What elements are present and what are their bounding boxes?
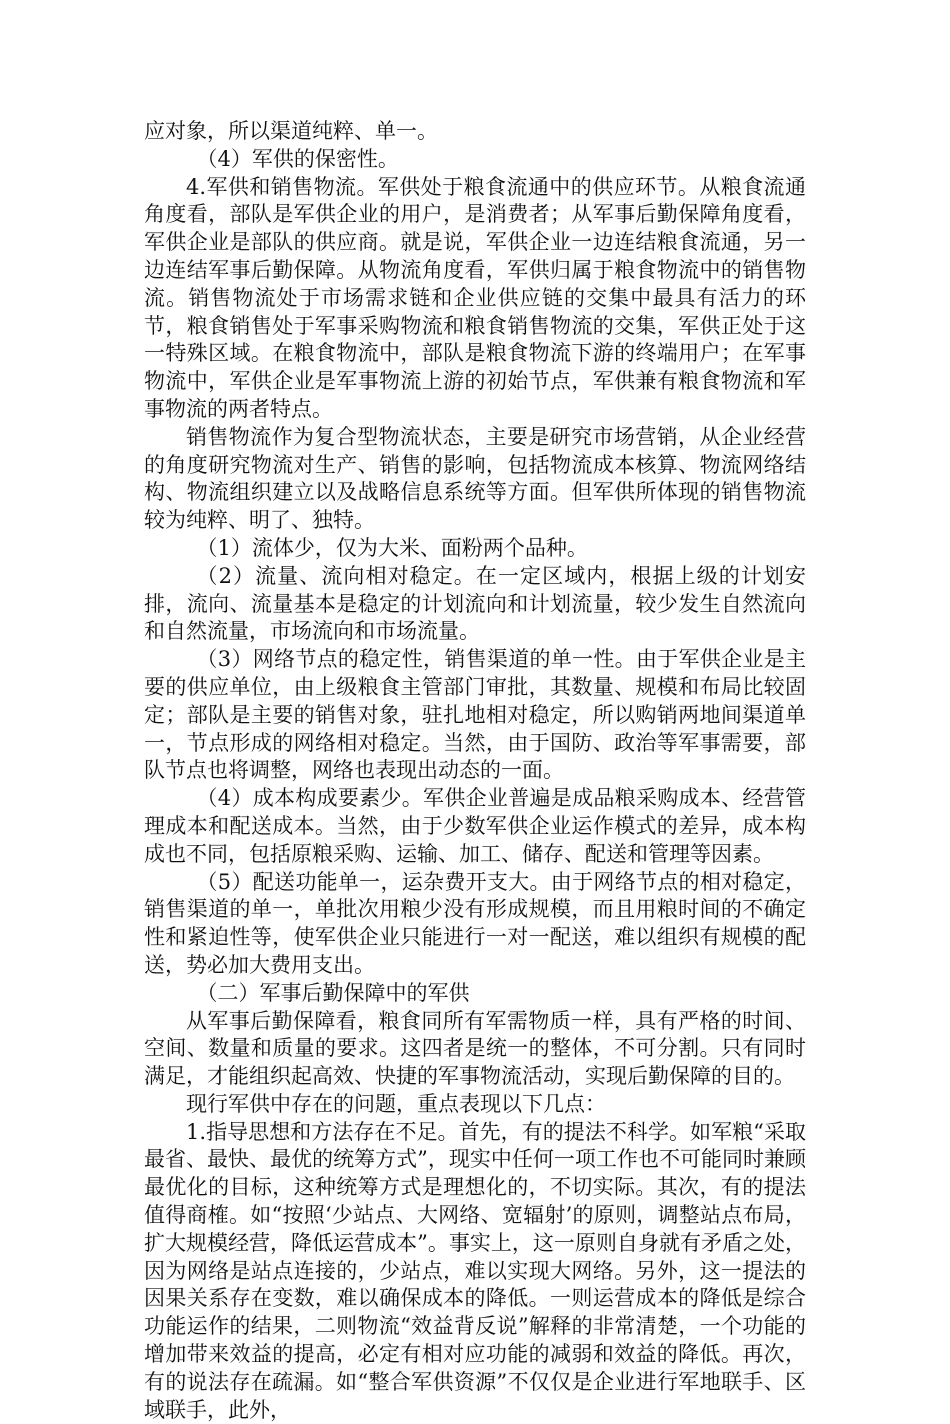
paragraph-logistics-support: 从军事后勤保障看，粮食同所有军需物质一样，具有严格的时间、空间、数量和质量的要求。这四者是统一的整体，不可分割。只有同时满足，才能组织起高效、快捷的军事物流活动，实现后勤保障的目的。	[144, 1008, 806, 1089]
paragraph-item-3: （3）网络节点的稳定性，销售渠道的单一性。由于军供企业是主要的供应单位，由上级粮食主管部门审批，其数量、规模和布局比较固定；部队是主要的销售对象，驻扎地相对稳定，所以购销两地间渠道单一，节点形成的网络相对稳定。当然，由于国防、政治等军事需要，部队节点也将调整，网络也表现出动态的一面。	[144, 647, 806, 783]
paragraph-sales-logistics: 4.军供和销售物流。军供处于粮食流通中的供应环节。从粮食流通角度看，部队是军供企业的用户，是消费者；从军事后勤保障角度看，军供企业是部队的供应商。就是说，军供企业一边连结粮食流通，另一边连结军事后勤保障。从物流角度看，军供归属于粮食物流中的销售物流。销售物流处于市场需求链和企业供应链的交集中最具有活力的环节，粮食销售处于军事采购物流和粮食销售物流的交集，军供正处于这一特殊区域。在粮食物流中，部队是粮食物流下游的终端用户；在军事物流中，军供企业是军事物流上游的初始节点，军供兼有粮食物流和军事物流的两者特点。	[144, 174, 806, 421]
paragraph-item-5: （5）配送功能单一，运杂费开支大。由于网络节点的相对稳定，销售渠道的单一，单批次用粮少没有形成规模，而且用粮时间的不确定性和紧迫性等，使军供企业只能进行一对一配送，难以组织有规模的配送，势必加大费用支出。	[144, 869, 806, 977]
paragraph-item-confidentiality: （4）军供的保密性。	[196, 146, 399, 171]
paragraph-item-2: （2）流量、流向相对稳定。在一定区域内，根据上级的计划安排，流向、流量基本是稳定的计划流向和计划流量，较少发生自然流向和自然流量，市场流向和市场流量。	[144, 563, 806, 644]
paragraph-problems-intro: 现行军供中存在的问题，重点表现以下几点：	[186, 1091, 606, 1116]
paragraph-item-1: （1）流体少，仅为大米、面粉两个品种。	[196, 535, 588, 560]
paragraph-continuation: 应对象，所以渠道纯粹、单一。	[144, 119, 438, 143]
section-heading: （二）军事后勤保障中的军供	[196, 980, 470, 1005]
paragraph-item-4: （4）成本构成要素少。军供企业普遍是成品粮采购成本、经营管理成本和配送成本。当然，由于少数军供企业运作模式的差异，成本构成也不同，包括原粮采购、运输、加工、储存、配送和管理等因素。	[144, 786, 806, 866]
paragraph-sales-logistics-state: 销售物流作为复合型物流状态，主要是研究市场营销，从企业经营的角度研究物流对生产、销售的影响，包括物流成本核算、物流网络结构、物流组织建立以及战略信息系统等方面。但军供所体现的销售物流较为纯粹、明了、独特。	[144, 424, 806, 533]
document-page	[144, 118, 806, 1424]
paragraph-problem-1: 1.指导思想和方法存在不足。首先，有的提法不科学。如军粮“采取最省、最快、最优的统筹方式”，现实中任何一项工作也不可能同时兼顾最优化的目标，这种统筹方式是理想化的，不切实际。其次，有的提法值得商榷。如“按照‘少站点、大网络、宽辐射’的原则，调整站点布局，扩大规模经营，降低运营成本”。事实上，这一原则自身就有矛盾之处，因为网络是站点连接的，少站点，难以实现大网络。另外，这一提法的因果关系存在变数，难以确保成本的降低。一则运营成本的降低是综合功能运作的结果，二则物流“效益背反说”解释的非常清楚，一个功能的增加带来效益的提高，必定有相对应功能的减弱和效益的降低。再次，有的说法存在疏漏。如“整合军供资源”不仅仅是企业进行军地联手、区域联手，此外，	[144, 1119, 806, 1422]
